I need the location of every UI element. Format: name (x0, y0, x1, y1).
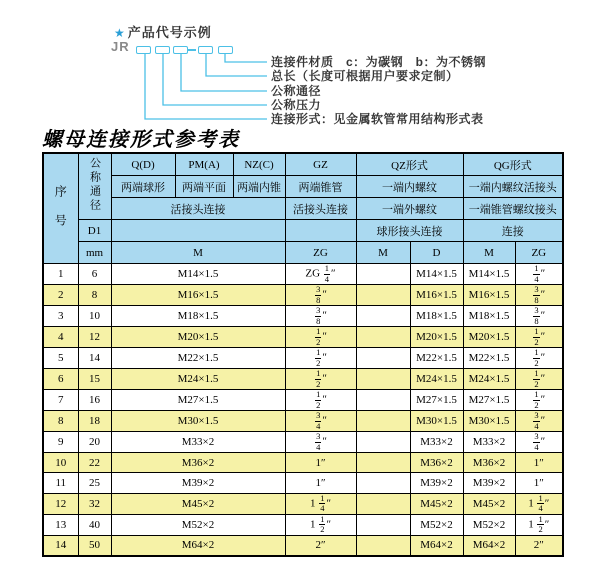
cell-m-thread: M22×1.5 (111, 348, 285, 369)
cell-m-thread: M30×1.5 (111, 411, 285, 432)
header-subconn-qz: 球形接头连接 (356, 220, 463, 242)
header-type-qd: 两端球形 (111, 176, 175, 198)
header-d1: D1 (78, 220, 111, 242)
header-index-label: 序号 (53, 185, 68, 243)
cell-qz-d: M45×2 (410, 493, 463, 514)
fraction: $\frac{1}{2}$ (320, 514, 325, 535)
cell-qz-d: M24×1.5 (410, 369, 463, 390)
cell-qg-zg: $\frac{1}{4}$ ″ (515, 264, 563, 285)
cell-dn: 32 (78, 493, 111, 514)
cell-qz-m (356, 514, 410, 535)
cell-m-thread: M33×2 (111, 432, 285, 453)
table-row (43, 432, 563, 453)
fraction: $\frac{3}{8}$ (316, 305, 321, 326)
cell-dn: 18 (78, 411, 111, 432)
table-body (43, 264, 563, 556)
cell-qg-zg: 2″ (515, 535, 563, 556)
header-type-nzc: 两端内锥 (233, 176, 285, 198)
header-thread-qz-m: M (356, 242, 410, 264)
cell-dn: 40 (78, 514, 111, 535)
cell-qg-zg: 1″ (515, 453, 563, 473)
code-field-box (155, 46, 170, 54)
cell-qz-d: M16×1.5 (410, 285, 463, 306)
header-type-gz: 两端锥管 (285, 176, 356, 198)
cell-qg-m: M45×2 (463, 493, 515, 514)
cell-qg-m: M14×1.5 (463, 264, 515, 285)
table-row (43, 369, 563, 390)
cell-qg-zg: $\frac{3}{4}$ ″ (515, 432, 563, 453)
cell-index: 7 (43, 390, 78, 411)
code-field-box (218, 46, 233, 54)
header-unit-mm: mm (78, 242, 111, 264)
fraction: $\frac{1}{4}$ (534, 263, 539, 284)
header-conn-union: 活接头连接 (111, 198, 285, 220)
header-group-gz: GZ (285, 153, 356, 176)
cell-qg-zg: $\frac{1}{2}$ ″ (515, 327, 563, 348)
header-type-qz: 一端内螺纹 (356, 176, 463, 198)
header-group-nzc: NZ(C) (233, 153, 285, 176)
cell-qz-m (356, 264, 410, 285)
header-thread-qz-d: D (410, 242, 463, 264)
cell-gz-thread: 1″ (285, 473, 356, 493)
cell-qg-m: M24×1.5 (463, 369, 515, 390)
table-row (43, 514, 563, 535)
fraction: $\frac{1}{2}$ (316, 389, 321, 410)
header-group-qg: QG形式 (463, 153, 563, 176)
code-label: 连接形式：见金属软管常用结构形式表 (271, 112, 484, 127)
cell-qg-m: M36×2 (463, 453, 515, 473)
table-row (43, 535, 563, 556)
star-icon: ★ (114, 26, 126, 40)
cell-m-thread: M16×1.5 (111, 285, 285, 306)
fraction: $\frac{3}{4}$ (316, 431, 321, 452)
cell-qg-m: M33×2 (463, 432, 515, 453)
cell-m-thread: M24×1.5 (111, 369, 285, 390)
header-conn-qg: 一端锥管螺纹接头 (463, 198, 563, 220)
code-field-box (173, 46, 188, 54)
cell-dn: 6 (78, 264, 111, 285)
table-row (43, 285, 563, 306)
cell-qz-m (356, 390, 410, 411)
fraction: $\frac{1}{2}$ (534, 347, 539, 368)
cell-m-thread: M14×1.5 (111, 264, 285, 285)
table-header (43, 153, 563, 264)
cell-m-thread: M45×2 (111, 493, 285, 514)
cell-qz-d: M39×2 (410, 473, 463, 493)
cell-qg-m: M52×2 (463, 514, 515, 535)
code-label: 连接件材质 c：为碳钢 b：为不锈钢 (271, 55, 487, 69)
nut-connection-table (42, 152, 564, 557)
cell-gz-thread: $\frac{1}{2}$ ″ (285, 369, 356, 390)
cell-qz-m (356, 306, 410, 327)
cell-m-thread: M36×2 (111, 453, 285, 473)
cell-qg-zg: $\frac{3}{4}$ ″ (515, 411, 563, 432)
cell-qg-m: M16×1.5 (463, 285, 515, 306)
cell-qg-zg: 1 $\frac{1}{4}$ ″ (515, 493, 563, 514)
cell-index: 10 (43, 453, 78, 473)
cell-m-thread: M64×2 (111, 535, 285, 556)
cell-qz-m (356, 473, 410, 493)
header-type-qg: 一端内螺纹活接头 (463, 176, 563, 198)
cell-qg-zg: $\frac{3}{8}$ ″ (515, 285, 563, 306)
cell-dn: 25 (78, 473, 111, 493)
table-row (43, 411, 563, 432)
product-code-diagram (0, 0, 600, 130)
cell-m-thread: M27×1.5 (111, 390, 285, 411)
header-group-qz: QZ形式 (356, 153, 463, 176)
cell-qz-m (356, 348, 410, 369)
fraction: $\frac{1}{2}$ (534, 389, 539, 410)
table-row (43, 473, 563, 493)
fraction: $\frac{3}{8}$ (316, 284, 321, 305)
cell-dn: 16 (78, 390, 111, 411)
cell-qz-m (356, 453, 410, 473)
table-row (43, 453, 563, 473)
table-row (43, 390, 563, 411)
fraction: $\frac{1}{4}$ (324, 263, 330, 284)
cell-dn: 14 (78, 348, 111, 369)
cell-qg-m: M18×1.5 (463, 306, 515, 327)
cell-index: 2 (43, 285, 78, 306)
cell-m-thread: M20×1.5 (111, 327, 285, 348)
cell-qz-m (356, 369, 410, 390)
cell-gz-thread: 2″ (285, 535, 356, 556)
cell-index: 5 (43, 348, 78, 369)
cell-dn: 15 (78, 369, 111, 390)
cell-qz-d: M36×2 (410, 453, 463, 473)
cell-qg-zg: $\frac{1}{2}$ ″ (515, 369, 563, 390)
cell-gz-thread: 1 $\frac{1}{2}$ ″ (285, 514, 356, 535)
cell-gz-thread: $\frac{1}{2}$ ″ (285, 348, 356, 369)
cell-index: 1 (43, 264, 78, 285)
cell-dn: 50 (78, 535, 111, 556)
header-thread-zg: ZG (285, 242, 356, 264)
cell-index: 12 (43, 493, 78, 514)
header-type-pma: 两端平面 (175, 176, 233, 198)
cell-qz-d: M18×1.5 (410, 306, 463, 327)
cell-qg-m: M20×1.5 (463, 327, 515, 348)
cell-qg-zg: $\frac{1}{2}$ ″ (515, 390, 563, 411)
cell-qg-m: M64×2 (463, 535, 515, 556)
cell-qg-zg: $\frac{3}{8}$ ″ (515, 306, 563, 327)
cell-m-thread: M52×2 (111, 514, 285, 535)
cell-qz-d: M64×2 (410, 535, 463, 556)
cell-qg-m: M22×1.5 (463, 348, 515, 369)
fraction: $\frac{1}{2}$ (316, 347, 321, 368)
cell-gz-thread: $\frac{1}{2}$ ″ (285, 327, 356, 348)
cell-index: 14 (43, 535, 78, 556)
cell-index: 11 (43, 473, 78, 493)
cell-gz-thread: 1″ (285, 453, 356, 473)
table-row (43, 306, 563, 327)
fraction: $\frac{3}{8}$ (534, 305, 539, 326)
cell-qz-d: M33×2 (410, 432, 463, 453)
fraction: $\frac{3}{8}$ (534, 284, 539, 305)
code-labels (271, 55, 486, 126)
cell-qz-m (356, 285, 410, 306)
header-dn-label: 公称通径 (88, 157, 101, 213)
cell-gz-thread: $\frac{3}{4}$ ″ (285, 411, 356, 432)
table-row (43, 493, 563, 514)
fraction: $\frac{3}{4}$ (316, 410, 321, 431)
cell-index: 6 (43, 369, 78, 390)
cell-dn: 20 (78, 432, 111, 453)
header-dn (78, 153, 111, 220)
cell-dn: 10 (78, 306, 111, 327)
cell-dn: 8 (78, 285, 111, 306)
cell-qz-m (356, 535, 410, 556)
cell-gz-thread: $\frac{3}{4}$ ″ (285, 432, 356, 453)
cell-gz-thread: $\frac{3}{8}$ ″ (285, 306, 356, 327)
code-prefix: JR (111, 39, 130, 54)
header-empty-gz (285, 220, 356, 242)
code-label: 公称压力 (271, 97, 322, 112)
header-thread-m: M (111, 242, 285, 264)
cell-qz-m (356, 411, 410, 432)
header-group-qd: Q(D) (111, 153, 175, 176)
table-row (43, 327, 563, 348)
code-label: 公称通径 (271, 83, 322, 98)
fraction: $\frac{1}{2}$ (316, 368, 321, 389)
fraction: $\frac{1}{2}$ (534, 326, 539, 347)
cell-qz-m (356, 432, 410, 453)
cell-m-thread: M39×2 (111, 473, 285, 493)
cell-index: 13 (43, 514, 78, 535)
header-thread-qg-zg: ZG (515, 242, 563, 264)
cell-qz-d: M14×1.5 (410, 264, 463, 285)
header-thread-qg-m: M (463, 242, 515, 264)
cell-qg-m: M30×1.5 (463, 411, 515, 432)
cell-qg-zg: $\frac{1}{2}$ ″ (515, 348, 563, 369)
table-row (43, 264, 563, 285)
cell-gz-thread: ZG $\frac{1}{4}$ ″ (285, 264, 356, 285)
cell-dn: 12 (78, 327, 111, 348)
code-field-box (198, 46, 213, 54)
cell-qz-d: M20×1.5 (410, 327, 463, 348)
header-conn-gz: 活接头连接 (285, 198, 356, 220)
cell-index: 9 (43, 432, 78, 453)
cell-qg-m: M27×1.5 (463, 390, 515, 411)
header-index (43, 153, 78, 264)
cell-qz-d: M30×1.5 (410, 411, 463, 432)
fraction: $\frac{1}{2}$ (316, 326, 321, 347)
cell-index: 4 (43, 327, 78, 348)
cell-index: 8 (43, 411, 78, 432)
fraction: $\frac{1}{2}$ (534, 368, 539, 389)
cell-qg-zg: 1 $\frac{1}{2}$ ″ (515, 514, 563, 535)
fraction: $\frac{1}{2}$ (538, 514, 543, 535)
header-subconn-qg: 连接 (463, 220, 563, 242)
fraction: $\frac{1}{4}$ (538, 493, 543, 514)
fraction: $\frac{3}{4}$ (534, 410, 539, 431)
fraction: $\frac{3}{4}$ (534, 431, 539, 452)
header-empty-m (111, 220, 285, 242)
header-group-pma: PM(A) (175, 153, 233, 176)
cell-qz-m (356, 493, 410, 514)
cell-qz-d: M27×1.5 (410, 390, 463, 411)
table-title: 螺母连接形式参考表 (42, 129, 240, 151)
diagram-heading-text: 产品代号示例 (127, 25, 212, 40)
header-conn-qz: 一端外螺纹 (356, 198, 463, 220)
code-label: 总长（长度可根据用户要求定制） (271, 69, 459, 84)
cell-qg-zg: 1″ (515, 473, 563, 493)
cell-gz-thread: $\frac{1}{2}$ ″ (285, 390, 356, 411)
fraction: $\frac{1}{4}$ (320, 493, 325, 514)
cell-qz-m (356, 327, 410, 348)
cell-index: 3 (43, 306, 78, 327)
code-field-box (136, 46, 151, 54)
cell-dn: 22 (78, 453, 111, 473)
cell-m-thread: M18×1.5 (111, 306, 285, 327)
code-separator-dash (188, 49, 196, 51)
cell-qz-d: M52×2 (410, 514, 463, 535)
cell-gz-thread: 1 $\frac{1}{4}$ ″ (285, 493, 356, 514)
table-row (43, 348, 563, 369)
cell-qg-m: M39×2 (463, 473, 515, 493)
cell-gz-thread: $\frac{3}{8}$ ″ (285, 285, 356, 306)
cell-qz-d: M22×1.5 (410, 348, 463, 369)
